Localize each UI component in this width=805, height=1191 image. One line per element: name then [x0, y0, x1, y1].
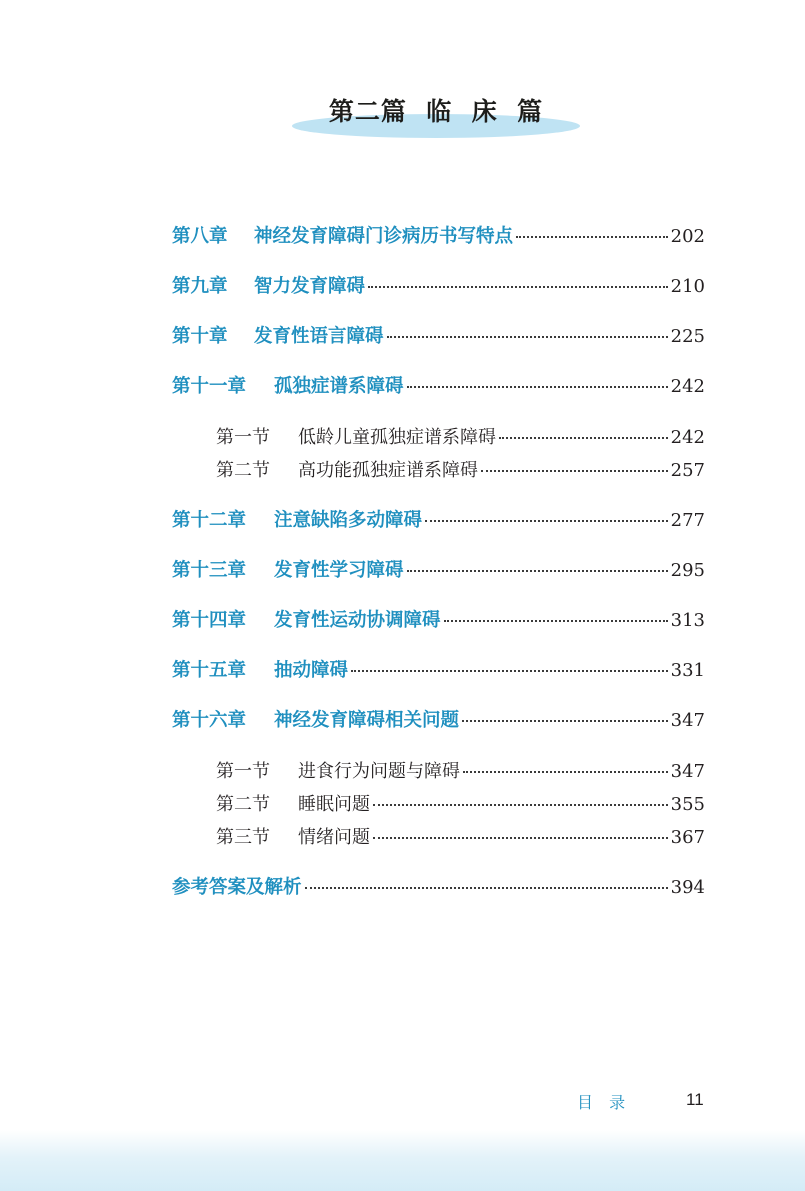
- dot-leader: [351, 670, 668, 672]
- toc-entry[interactable]: [172, 506, 705, 532]
- toc-entry-number: 第十四章: [172, 610, 247, 631]
- footer-section-label: 目 录: [577, 1093, 628, 1112]
- toc-entry-number: 第一节: [216, 427, 270, 448]
- toc-subentry[interactable]: [216, 423, 705, 449]
- toc-subentry[interactable]: [216, 757, 705, 783]
- toc-entry-page: 367: [670, 827, 705, 848]
- toc-entry-title: 进食行为问题与障碍: [298, 761, 460, 782]
- toc-entry-page: 355: [670, 794, 705, 815]
- toc-entry[interactable]: [172, 706, 705, 732]
- dot-leader: [407, 386, 668, 388]
- dot-leader: [373, 804, 668, 806]
- toc-entry-title: 注意缺陷多动障碍: [274, 510, 423, 531]
- toc-subentry[interactable]: [216, 823, 705, 849]
- toc-entry-number: 第十六章: [172, 710, 247, 731]
- toc-entry-page: 242: [670, 376, 705, 397]
- toc-entry-page: 242: [670, 427, 705, 448]
- toc-entry-page: 331: [670, 660, 705, 681]
- toc-entry-page: 347: [670, 710, 705, 731]
- part-title: 第二篇 临 床 篇: [328, 97, 544, 126]
- toc-entry-title: 情绪问题: [298, 827, 370, 848]
- toc-entry-page: 347: [670, 761, 705, 782]
- toc-entry-page: 394: [670, 877, 705, 898]
- toc-entry-title: 智力发育障碍: [254, 276, 366, 297]
- dot-leader: [305, 887, 668, 889]
- toc-entry-number: 第九章: [172, 276, 228, 297]
- toc-entry[interactable]: [172, 556, 705, 582]
- toc-entry[interactable]: [172, 272, 705, 298]
- toc-entry[interactable]: [172, 873, 705, 899]
- toc-entry-number: 第二节: [216, 460, 270, 481]
- toc-entry-title: 睡眠问题: [298, 794, 370, 815]
- dot-leader: [373, 837, 668, 839]
- toc-entry[interactable]: [172, 656, 705, 682]
- toc-entry-number: 第十章: [172, 326, 228, 347]
- toc-entry-number: 第十五章: [172, 660, 247, 681]
- toc-entry-page: 295: [670, 560, 705, 581]
- toc-entry-number: 第三节: [216, 827, 270, 848]
- dot-leader: [499, 437, 668, 439]
- toc-entry-title: 低龄儿童孤独症谱系障碍: [298, 427, 496, 448]
- toc-entry-title: 抽动障碍: [274, 660, 349, 681]
- toc-entry-page: 225: [670, 326, 705, 347]
- dot-leader: [516, 236, 668, 238]
- dot-leader: [463, 771, 668, 773]
- toc-entry[interactable]: [172, 606, 705, 632]
- toc-subentry[interactable]: [216, 790, 705, 816]
- toc-entry-title: 参考答案及解析: [172, 877, 302, 898]
- toc-entry-title: 神经发育障碍门诊病历书写特点: [254, 226, 514, 247]
- toc-entry-title: 高功能孤独症谱系障碍: [298, 460, 478, 481]
- toc-entry-page: 313: [670, 610, 705, 631]
- toc-entry-title: 孤独症谱系障碍: [274, 376, 404, 397]
- dot-leader: [462, 720, 668, 722]
- toc-entry[interactable]: [172, 372, 705, 398]
- dot-leader: [481, 470, 668, 472]
- toc-entry[interactable]: [172, 322, 705, 348]
- footer-page-number: 11: [686, 1090, 704, 1109]
- toc-entry[interactable]: [172, 222, 705, 248]
- toc-entry-number: 第八章: [172, 226, 228, 247]
- toc-entry-number: 第二节: [216, 794, 270, 815]
- toc-entry-page: 277: [670, 510, 705, 531]
- dot-leader: [368, 286, 668, 288]
- dot-leader: [387, 336, 668, 338]
- bottom-gradient-band: [0, 1130, 805, 1191]
- toc-entry-page: 257: [670, 460, 705, 481]
- toc-entry-title: 发育性学习障碍: [274, 560, 404, 581]
- toc-entry-number: 第一节: [216, 761, 270, 782]
- dot-leader: [425, 520, 668, 522]
- toc-entry-title: 发育性语言障碍: [254, 326, 384, 347]
- toc-subentry[interactable]: [216, 456, 705, 482]
- toc-entry-page: 210: [670, 276, 705, 297]
- dot-leader: [444, 620, 668, 622]
- toc-entry-title: 神经发育障碍相关问题: [274, 710, 460, 731]
- toc-entry-number: 第十一章: [172, 376, 247, 397]
- dot-leader: [407, 570, 668, 572]
- toc-entry-number: 第十二章: [172, 510, 247, 531]
- toc-entry-number: 第十三章: [172, 560, 247, 581]
- toc-entry-title: 发育性运动协调障碍: [274, 610, 441, 631]
- toc-entry-page: 202: [670, 226, 705, 247]
